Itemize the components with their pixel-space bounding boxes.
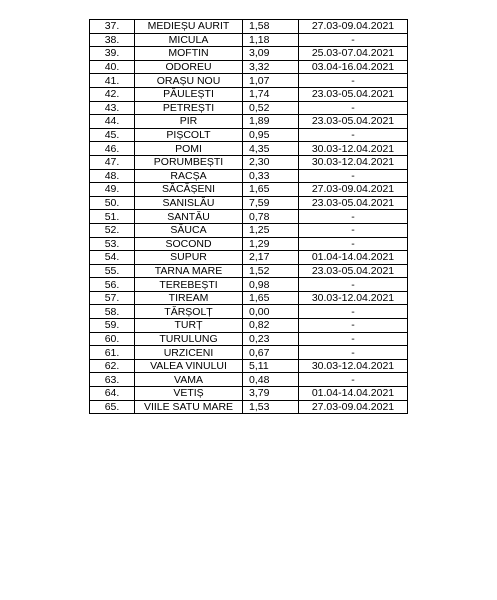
quarantine-period: 23.03-05.04.2021 (299, 196, 408, 210)
quarantine-period: - (299, 332, 408, 346)
table-row (90, 319, 408, 333)
row-index: 40. (90, 60, 135, 74)
incidence-value: 0,95 (243, 128, 299, 142)
quarantine-period: - (299, 74, 408, 88)
row-index: 48. (90, 169, 135, 183)
row-index: 51. (90, 210, 135, 224)
row-index: 65. (90, 400, 135, 414)
incidence-value: 1,53 (243, 400, 299, 414)
row-index: 47. (90, 155, 135, 169)
quarantine-period: - (299, 278, 408, 292)
incidence-value: 1,65 (243, 291, 299, 305)
quarantine-period: - (299, 319, 408, 333)
incidence-value: 4,35 (243, 142, 299, 156)
quarantine-period: 03.04-16.04.2021 (299, 60, 408, 74)
locality-name: SANISLĂU (135, 196, 243, 210)
quarantine-period: 27.03-09.04.2021 (299, 20, 408, 34)
table-row (90, 183, 408, 197)
locality-name: TARNA MARE (135, 264, 243, 278)
locality-name: MEDIEȘU AURIT (135, 20, 243, 34)
table-row (90, 278, 408, 292)
incidence-value: 1,25 (243, 223, 299, 237)
incidence-value: 3,79 (243, 387, 299, 401)
locality-name: TURȚ (135, 319, 243, 333)
incidence-value: 0,52 (243, 101, 299, 115)
table-body (90, 20, 408, 414)
quarantine-period: 25.03-07.04.2021 (299, 47, 408, 61)
row-index: 58. (90, 305, 135, 319)
locality-name: URZICENI (135, 346, 243, 360)
quarantine-period: - (299, 237, 408, 251)
row-index: 54. (90, 251, 135, 265)
row-index: 62. (90, 359, 135, 373)
quarantine-period: - (299, 346, 408, 360)
quarantine-period: 27.03-09.04.2021 (299, 183, 408, 197)
incidence-value: 3,09 (243, 47, 299, 61)
row-index: 42. (90, 87, 135, 101)
table-row (90, 20, 408, 34)
incidence-value: 1,89 (243, 115, 299, 129)
table-row (90, 196, 408, 210)
quarantine-period: - (299, 33, 408, 47)
quarantine-period: 01.04-14.04.2021 (299, 251, 408, 265)
locality-name: PĂULEȘTI (135, 87, 243, 101)
table-row (90, 373, 408, 387)
incidence-value: 1,65 (243, 183, 299, 197)
locality-name: PETREȘTI (135, 101, 243, 115)
row-index: 43. (90, 101, 135, 115)
row-index: 52. (90, 223, 135, 237)
locality-name: PORUMBEȘTI (135, 155, 243, 169)
locality-name: ODOREU (135, 60, 243, 74)
table-row (90, 60, 408, 74)
table-row (90, 251, 408, 265)
locality-name: PIR (135, 115, 243, 129)
locality-name: POMI (135, 142, 243, 156)
locality-name: TĂRȘOLȚ (135, 305, 243, 319)
incidence-table (89, 19, 408, 414)
table-row (90, 400, 408, 414)
locality-name: MICULA (135, 33, 243, 47)
quarantine-period: - (299, 305, 408, 319)
table-row (90, 115, 408, 129)
quarantine-period: 30.03-12.04.2021 (299, 142, 408, 156)
row-index: 37. (90, 20, 135, 34)
row-index: 45. (90, 128, 135, 142)
locality-name: RACȘA (135, 169, 243, 183)
locality-name: SĂCĂȘENI (135, 183, 243, 197)
quarantine-period: - (299, 169, 408, 183)
incidence-value: 3,32 (243, 60, 299, 74)
table-row (90, 142, 408, 156)
row-index: 53. (90, 237, 135, 251)
quarantine-period: 30.03-12.04.2021 (299, 155, 408, 169)
locality-name: VAMA (135, 373, 243, 387)
row-index: 44. (90, 115, 135, 129)
locality-name: TEREBEȘTI (135, 278, 243, 292)
incidence-value: 0,82 (243, 319, 299, 333)
row-index: 55. (90, 264, 135, 278)
locality-name: VALEA VINULUI (135, 359, 243, 373)
incidence-value: 5,11 (243, 359, 299, 373)
row-index: 56. (90, 278, 135, 292)
table-row (90, 74, 408, 88)
table-row (90, 210, 408, 224)
quarantine-period: - (299, 101, 408, 115)
incidence-value: 2,30 (243, 155, 299, 169)
incidence-value: 0,48 (243, 373, 299, 387)
locality-name: VETIȘ (135, 387, 243, 401)
locality-name: VIILE SATU MARE (135, 400, 243, 414)
locality-name: SĂUCA (135, 223, 243, 237)
locality-name: TURULUNG (135, 332, 243, 346)
row-index: 38. (90, 33, 135, 47)
row-index: 59. (90, 319, 135, 333)
locality-name: SUPUR (135, 251, 243, 265)
locality-name: ORAȘU NOU (135, 74, 243, 88)
incidence-value: 1,07 (243, 74, 299, 88)
quarantine-period: - (299, 128, 408, 142)
table-row (90, 101, 408, 115)
incidence-value: 1,18 (243, 33, 299, 47)
table-row (90, 33, 408, 47)
incidence-value: 0,98 (243, 278, 299, 292)
table-row (90, 237, 408, 251)
row-index: 57. (90, 291, 135, 305)
locality-name: TIREAM (135, 291, 243, 305)
quarantine-period: 27.03-09.04.2021 (299, 400, 408, 414)
locality-name: MOFTIN (135, 47, 243, 61)
locality-name: SOCOND (135, 237, 243, 251)
row-index: 49. (90, 183, 135, 197)
row-index: 63. (90, 373, 135, 387)
quarantine-period: 23.03-05.04.2021 (299, 87, 408, 101)
quarantine-period: - (299, 223, 408, 237)
table-row (90, 359, 408, 373)
quarantine-period: 01.04-14.04.2021 (299, 387, 408, 401)
table-row (90, 305, 408, 319)
table-row (90, 223, 408, 237)
incidence-value: 0,23 (243, 332, 299, 346)
row-index: 64. (90, 387, 135, 401)
incidence-value: 0,33 (243, 169, 299, 183)
quarantine-period: - (299, 373, 408, 387)
incidence-value: 2,17 (243, 251, 299, 265)
row-index: 46. (90, 142, 135, 156)
row-index: 50. (90, 196, 135, 210)
table-row (90, 169, 408, 183)
row-index: 39. (90, 47, 135, 61)
table-row (90, 387, 408, 401)
table-row (90, 346, 408, 360)
row-index: 41. (90, 74, 135, 88)
table-row (90, 264, 408, 278)
locality-name: SANTĂU (135, 210, 243, 224)
incidence-value: 7,59 (243, 196, 299, 210)
incidence-value: 1,52 (243, 264, 299, 278)
table-row (90, 87, 408, 101)
incidence-value: 0,78 (243, 210, 299, 224)
table-row (90, 291, 408, 305)
quarantine-period: 30.03-12.04.2021 (299, 291, 408, 305)
incidence-value: 1,58 (243, 20, 299, 34)
table-row (90, 128, 408, 142)
table-row (90, 332, 408, 346)
incidence-value: 0,67 (243, 346, 299, 360)
table-row (90, 155, 408, 169)
row-index: 61. (90, 346, 135, 360)
locality-name: PIȘCOLT (135, 128, 243, 142)
quarantine-period: 30.03-12.04.2021 (299, 359, 408, 373)
incidence-value: 1,29 (243, 237, 299, 251)
quarantine-period: - (299, 210, 408, 224)
quarantine-period: 23.03-05.04.2021 (299, 264, 408, 278)
row-index: 60. (90, 332, 135, 346)
table-row (90, 47, 408, 61)
incidence-value: 1,74 (243, 87, 299, 101)
quarantine-period: 23.03-05.04.2021 (299, 115, 408, 129)
incidence-value: 0,00 (243, 305, 299, 319)
